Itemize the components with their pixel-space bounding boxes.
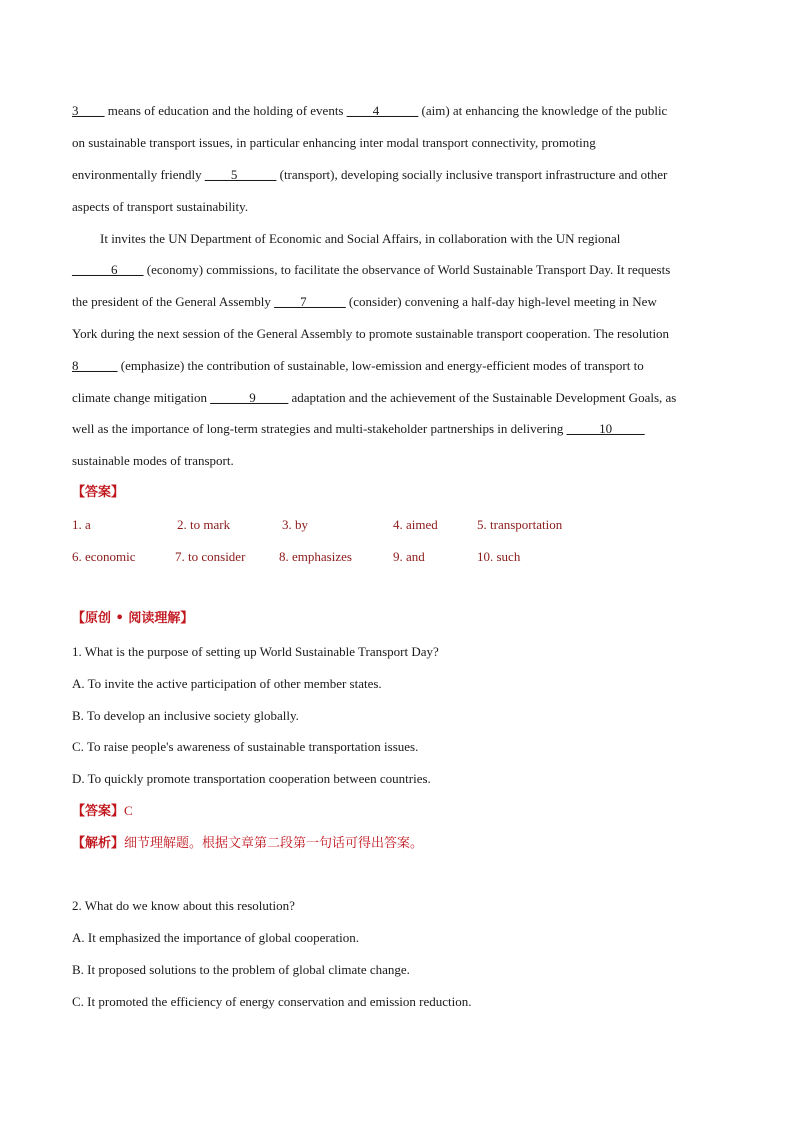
blank-7: ____7______: [274, 294, 346, 309]
q2-option-c: C. It promoted the efficiency of energy conservation and emission reduction.: [72, 994, 472, 1009]
passage-line-3: environmentally friendly ____5______ (transport), developing socially inclusive transport infrastructure and other: [72, 167, 668, 182]
blank-6: ______6____: [72, 262, 144, 277]
q2-question: 2. What do we know about this resolution?: [72, 898, 295, 913]
blank-5: ____5______: [204, 167, 277, 182]
passage-line-7: the president of the General Assembly ____7______ (consider) convening a half-day high-level meeting in New: [72, 294, 657, 309]
passage-line-4: aspects of transport sustainability.: [72, 199, 249, 214]
q2-option-b: B. It proposed solutions to the problem of global climate change.: [72, 962, 410, 977]
q1-answer: [72, 803, 133, 820]
q1-option-a: A. To invite the active participation of other member states.: [72, 676, 382, 691]
passage-line-9: 8______ (emphasize) the contribution of sustainable, low-emission and energy-efficient modes of transport to: [72, 358, 644, 373]
passage-line-10: climate change mitigation ______9_____ adaptation and the achievement of the Sustainable Development Goals, as: [72, 390, 677, 405]
q1-answer-label: 【答案】: [72, 804, 125, 819]
answer-item: 9. and: [393, 549, 425, 564]
answer-item: 3. by: [282, 517, 308, 532]
answer-item: 2. to mark: [177, 517, 231, 532]
passage-line-8: York during the next session of the General Assembly to promote sustainable transport cooperation. The resolution: [72, 326, 670, 341]
blank-4: ____4______: [346, 103, 419, 118]
answer-item: 6. economic: [72, 549, 136, 564]
q2-option-a: A. It emphasized the importance of global cooperation.: [72, 930, 359, 945]
passage-line-5: It invites the UN Department of Economic and Social Affairs, in collaboration with the UN regional: [100, 231, 621, 246]
passage-line-1: 3____ means of education and the holding of events ____4______ (aim) at enhancing the knowledge of the public: [72, 103, 668, 118]
passage-line-2: on sustainable transport issues, in particular enhancing inter modal transport connectivity, promoting: [72, 135, 596, 150]
answer-item: 10. such: [477, 549, 521, 564]
passage-line-12: sustainable modes of transport.: [72, 453, 234, 468]
blank-9: ______9_____: [210, 390, 289, 405]
answer-heading: 【答案】: [72, 485, 125, 500]
q1-option-c: C. To raise people's awareness of sustainable transportation issues.: [72, 739, 419, 754]
blank-10: _____10_____: [566, 421, 645, 436]
q1-option-b: B. To develop an inclusive society globally.: [72, 708, 299, 723]
q1-option-d: D. To quickly promote transportation cooperation between countries.: [72, 771, 431, 786]
q1-answer-value: C: [124, 803, 133, 818]
answer-item: 7. to consider: [175, 549, 246, 564]
q1-question: 1. What is the purpose of setting up World Sustainable Transport Day?: [72, 644, 439, 659]
answer-item: 5. transportation: [477, 517, 563, 532]
blank-8: 8______: [72, 358, 118, 373]
q1-analysis-text: 细节理解题。根据文章第二段第一句话可得出答案。: [124, 836, 424, 851]
passage-line-11: well as the importance of long-term strategies and multi-stakeholder partnerships in delivering _____10_____: [72, 421, 645, 436]
answer-item: 1. a: [72, 517, 91, 532]
q1-analysis: [72, 835, 423, 852]
reading-heading: 【原创 • 阅读理解】: [72, 611, 194, 626]
answer-item: 4. aimed: [393, 517, 438, 532]
answer-item: 8. emphasizes: [279, 549, 352, 564]
q1-analysis-label: 【解析】: [72, 836, 125, 851]
passage-line-6: ______6____ (economy) commissions, to facilitate the observance of World Sustainable Transport Day. It requests: [72, 262, 671, 277]
blank-3: 3____: [72, 103, 105, 118]
